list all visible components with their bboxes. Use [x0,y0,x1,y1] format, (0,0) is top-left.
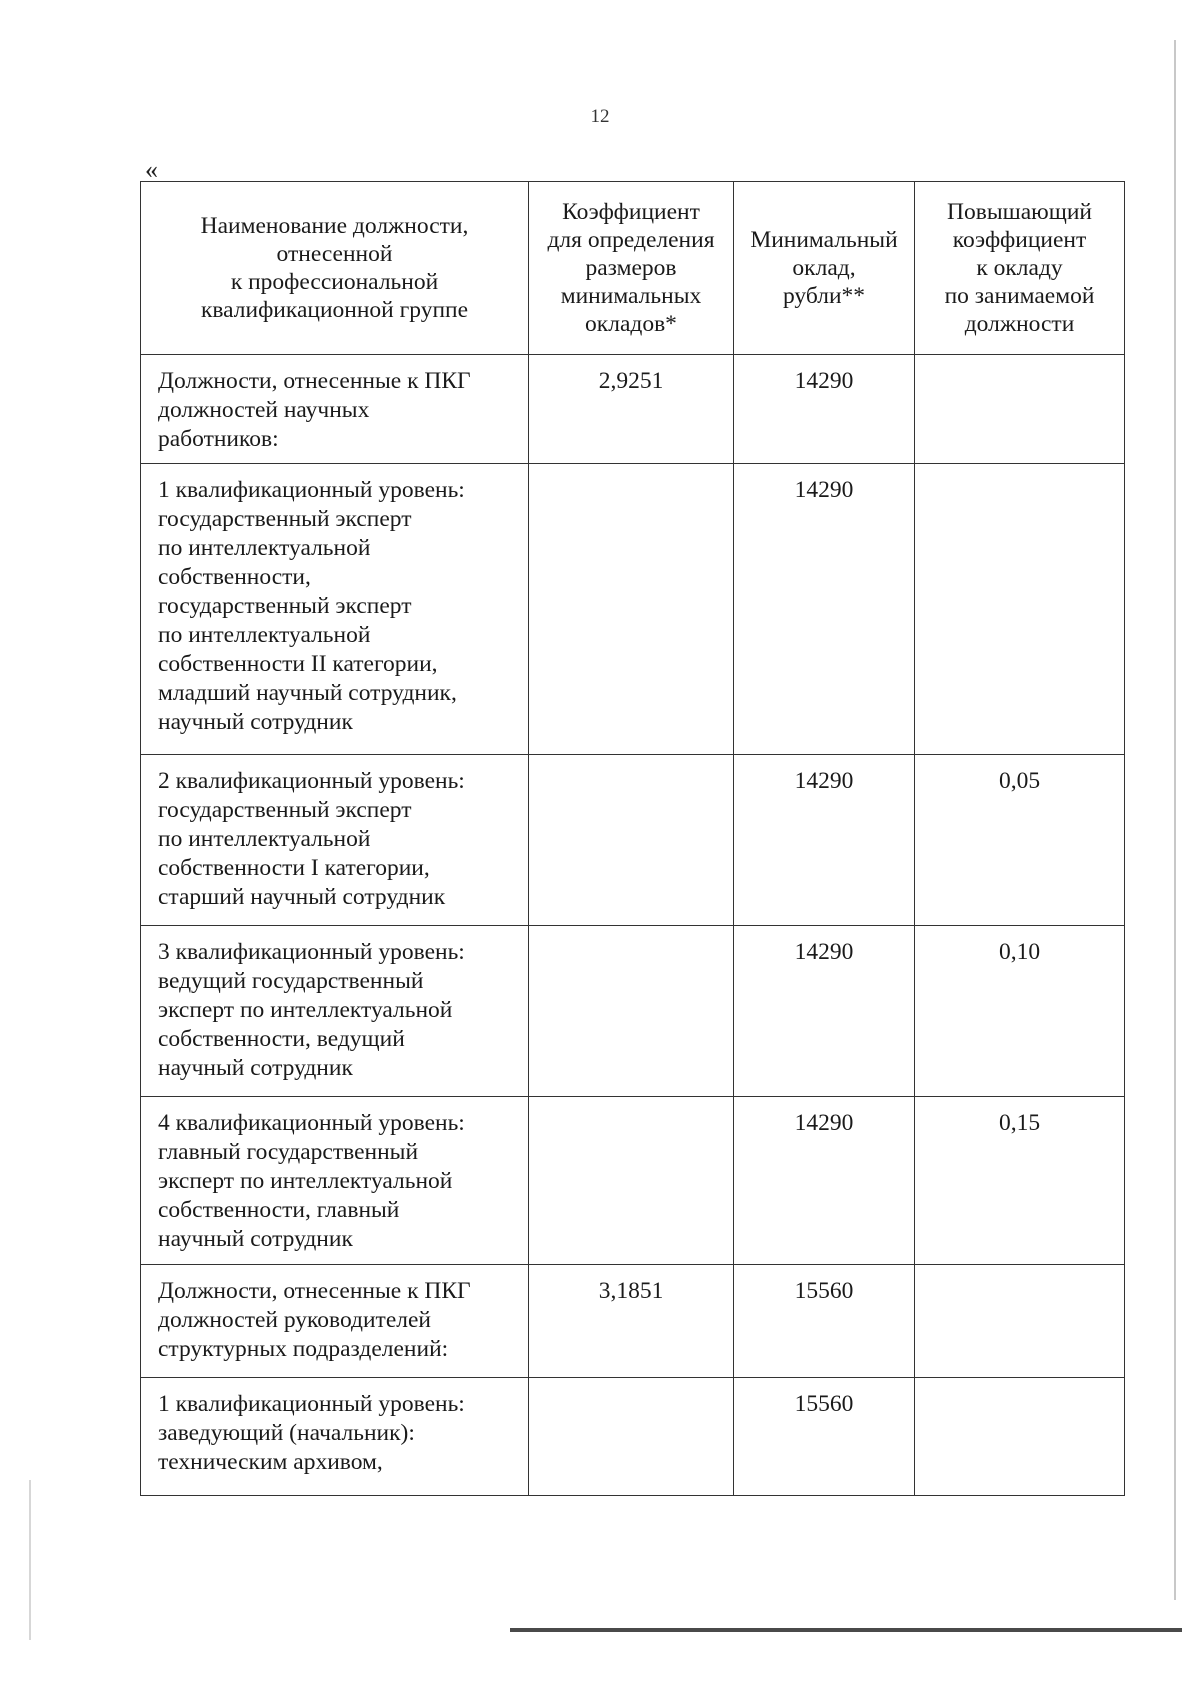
header-increase-coefficient: Повышающий коэффициент к окладу по занимаемой должности [915,182,1125,355]
table-row [141,755,1125,926]
scan-edge-line-bottom [510,1628,1182,1632]
table-row [141,1265,1125,1378]
salary-cell: 14290 [734,464,915,755]
coefficient-cell [529,1378,734,1496]
position-name-cell: 1 квалификационный уровень: заведующий (начальник): техническим архивом, [141,1378,529,1496]
increase-coefficient-cell: 0,10 [915,926,1125,1097]
table-row [141,926,1125,1097]
coefficient-cell [529,464,734,755]
salary-cell: 14290 [734,1097,915,1265]
header-position-name: Наименование должности, отнесенной к профессиональной квалификационной группе [141,182,529,355]
increase-coefficient-cell [915,355,1125,464]
header-coefficient: Коэффициент для определения размеров минимальных окладов* [529,182,734,355]
position-name-cell: 1 квалификационный уровень: государственный эксперт по интеллектуальной собственности, государственный эксперт по интеллектуальной собственности II категории, младший научный сотрудник, научный сотрудник [141,464,529,755]
position-name-cell: Должности, отнесенные к ПКГ должностей руководителей структурных подразделений: [141,1265,529,1378]
position-name-cell: Должности, отнесенные к ПКГ должностей научных работников: [141,355,529,464]
increase-coefficient-cell [915,464,1125,755]
increase-coefficient-cell [915,1378,1125,1496]
salary-cell: 15560 [734,1265,915,1378]
coefficient-cell: 3,1851 [529,1265,734,1378]
table-row [141,1097,1125,1265]
positions-table [140,181,1125,1496]
coefficient-cell: 2,9251 [529,355,734,464]
table-row [141,464,1125,755]
salary-cell: 15560 [734,1378,915,1496]
position-name-cell: 4 квалификационный уровень: главный государственный эксперт по интеллектуальной собственности, главный научный сотрудник [141,1097,529,1265]
salary-cell: 14290 [734,355,915,464]
salary-cell: 14290 [734,755,915,926]
table-row [141,355,1125,464]
opening-quote-mark: « [145,155,158,184]
increase-coefficient-cell: 0,05 [915,755,1125,926]
coefficient-cell [529,926,734,1097]
scan-edge-line-right [1174,40,1176,1600]
position-name-cell: 3 квалификационный уровень: ведущий государственный эксперт по интеллектуальной собственности, ведущий научный сотрудник [141,926,529,1097]
salary-cell: 14290 [734,926,915,1097]
position-name-cell: 2 квалификационный уровень: государственный эксперт по интеллектуальной собственности I категории, старший научный сотрудник [141,755,529,926]
increase-coefficient-cell [915,1265,1125,1378]
increase-coefficient-cell: 0,15 [915,1097,1125,1265]
coefficient-cell [529,755,734,926]
scan-edge-line-left [29,1480,31,1640]
header-row [141,182,1125,355]
page-number: 12 [590,106,610,127]
table-row [141,1378,1125,1496]
coefficient-cell [529,1097,734,1265]
header-minimum-salary: Минимальный оклад, рубли** [734,182,915,355]
